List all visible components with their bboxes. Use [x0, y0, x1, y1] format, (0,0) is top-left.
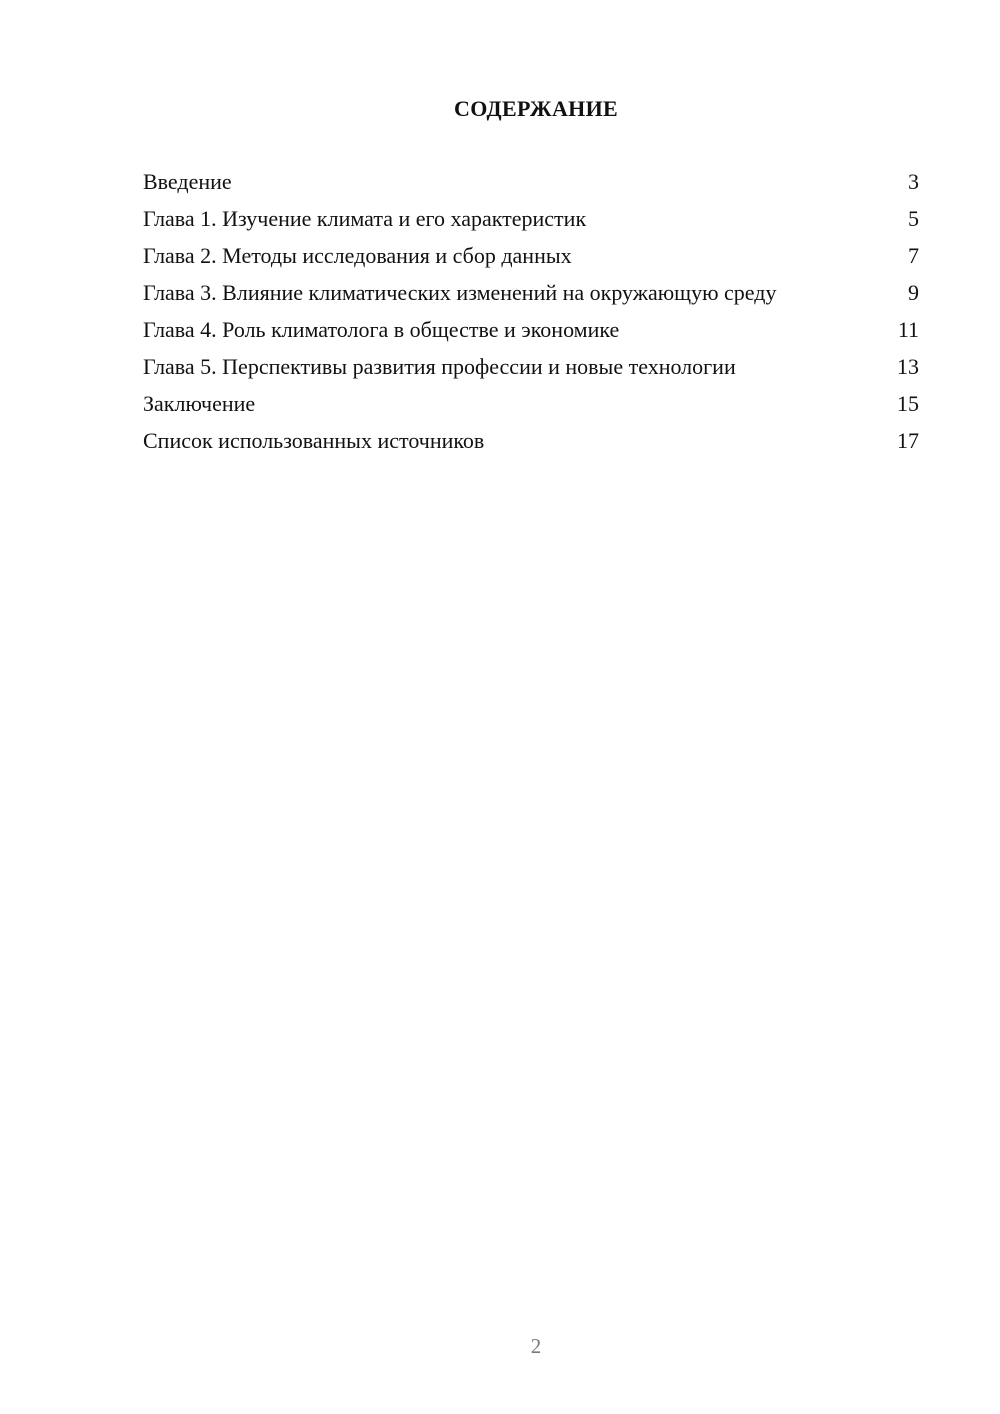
toc-entry-page: 11 — [897, 317, 919, 342]
toc-entry-page: 13 — [897, 354, 919, 379]
toc-entry-chapter-4 — [143, 316, 919, 343]
page-number: 2 — [530, 1334, 542, 1358]
toc-entry-references — [143, 427, 919, 454]
toc-entry-page: 15 — [897, 391, 919, 416]
toc-entry-page: 7 — [908, 243, 919, 268]
toc-entry-conclusion — [143, 390, 919, 417]
toc-entry-label: Введение — [143, 169, 232, 194]
toc-entry-page: 9 — [908, 280, 919, 305]
toc-entry-label: Заключение — [143, 391, 256, 416]
toc-entry-chapter-3 — [143, 279, 919, 306]
toc-entry-introduction — [143, 168, 919, 195]
toc-entry-chapter-5 — [143, 353, 919, 380]
toc-entry-label: Глава 5. Перспективы развития профессии и новые технологии — [143, 354, 736, 379]
toc-entry-label: Глава 2. Методы исследования и сбор данных — [143, 243, 572, 268]
toc-title: СОДЕРЖАНИЕ — [454, 96, 618, 121]
toc-entry-label: Список использованных источников — [143, 428, 485, 453]
toc-entry-label: Глава 4. Роль климатолога в обществе и экономике — [143, 317, 620, 342]
toc-entry-label: Глава 3. Влияние климатических изменений на окружающую среду — [143, 280, 777, 305]
toc-entry-chapter-2 — [143, 242, 919, 269]
toc-entry-page: 3 — [908, 169, 919, 194]
toc-entry-label: Глава 1. Изучение климата и его характеристик — [143, 206, 587, 231]
toc-entry-page: 5 — [908, 206, 919, 231]
toc-entry-page: 17 — [897, 428, 919, 453]
toc-list — [143, 168, 919, 464]
toc-entry-chapter-1 — [143, 205, 919, 232]
